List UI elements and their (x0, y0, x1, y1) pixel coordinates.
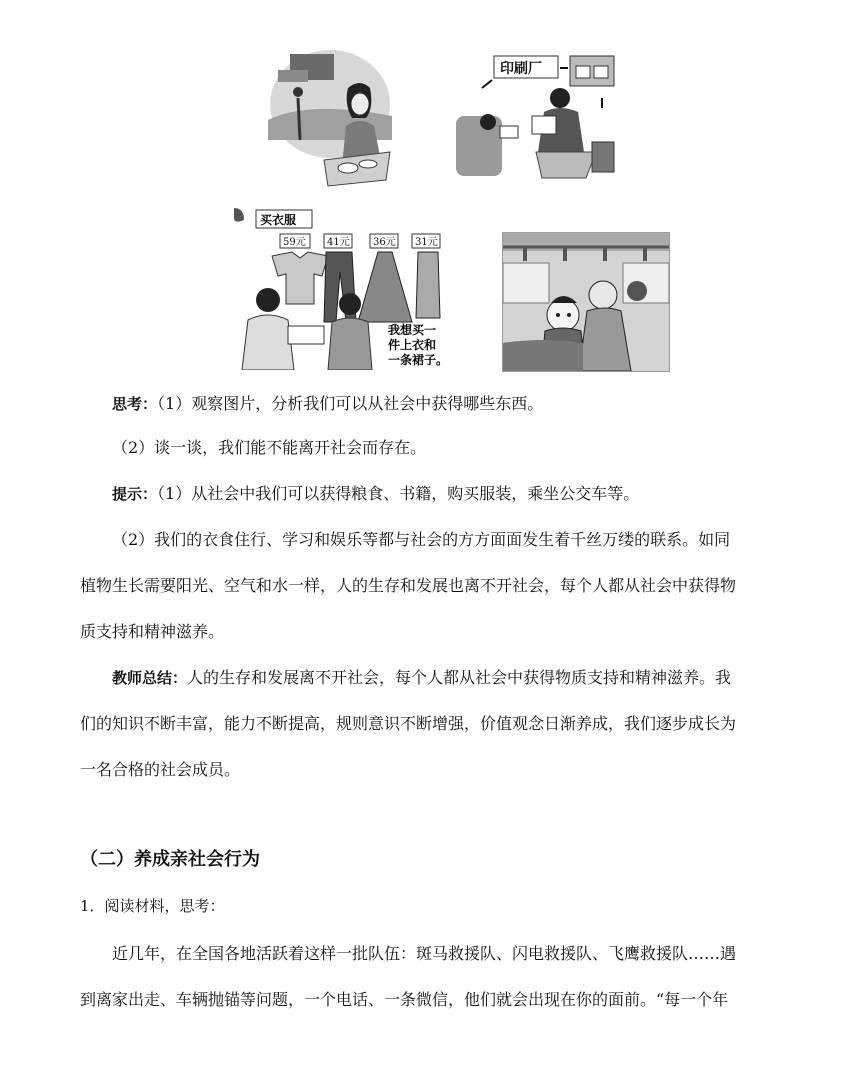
shop-banner: 买衣服 (260, 213, 297, 227)
hint-a1 (112, 484, 782, 504)
hint-a1-text: （1）从社会中我们可以获得粮食、书籍，购买服装，乘坐公交车等。 (157, 484, 640, 503)
think-q1 (112, 394, 782, 414)
farm-meal-illustration (268, 40, 392, 188)
hint-a2-line-2: 植物生长需要阳光、空气和水一样，人的生存和发展也离不开社会，每个人都从社会中获得物 (80, 576, 737, 595)
think-label: 思考： (112, 395, 158, 413)
think-q1-text: （1）观察图片，分析我们可以从社会中获得哪些东西。 (157, 394, 544, 413)
shopping-clothes-icon (228, 204, 450, 370)
summary-line-3: 一名合格的社会成员。 (80, 760, 241, 779)
bus-ride-icon (503, 233, 669, 371)
printing-factory-icon (452, 46, 616, 188)
summary-line-1 (112, 668, 782, 688)
farm-and-meal-icon (268, 40, 392, 188)
speech-line-2: 件上衣和 (388, 338, 437, 352)
material-line-1: 近几年，在全国各地活跃着这样一批队伍：斑马救援队、闪电救援队、飞鹰救援队……遇 (112, 944, 737, 963)
hint-a2-line-1: （2）我们的衣食住行、学习和娱乐等都与社会的方方面面发生着千丝万缕的联系。如同 (112, 530, 731, 549)
hint-label: 提示： (112, 485, 158, 503)
summary-line-1-text: 人的生存和发展离不开社会，每个人都从社会中获得物质支持和精神滋养。我 (187, 668, 732, 687)
speech-line-3: 一条裙子。 (388, 353, 449, 367)
price-trousers: 31元 (415, 237, 438, 248)
printing-factory-illustration (452, 46, 616, 188)
bus-ride-illustration (502, 232, 670, 372)
material-line-2: 到离家出走、车辆抛锚等问题，一个电话、一条微信，他们就会出现在你的面前。“每一个年 (80, 990, 729, 1009)
hint-a2-line-3: 质支持和精神滋养。 (80, 622, 225, 641)
price-shirt: 59元 (283, 237, 306, 248)
section-heading: （二）养成亲社会行为 (80, 849, 260, 870)
price-pants: 41元 (327, 237, 350, 248)
section-item-1: 1．阅读材料，思考： (80, 897, 225, 915)
shopping-clothes-illustration (228, 204, 450, 370)
factory-sign: 印刷厂 (500, 61, 542, 77)
price-skirt: 36元 (373, 237, 396, 248)
summary-label: 教师总结： (112, 669, 188, 687)
summary-line-2: 们的知识不断丰富，能力不断提高，规则意识不断增强，价值观念日渐养成，我们逐步成长为 (80, 714, 737, 733)
speech-line-1: 我想买一 (388, 323, 437, 337)
think-q2: （2）谈一谈，我们能不能离开社会而存在。 (112, 438, 427, 457)
